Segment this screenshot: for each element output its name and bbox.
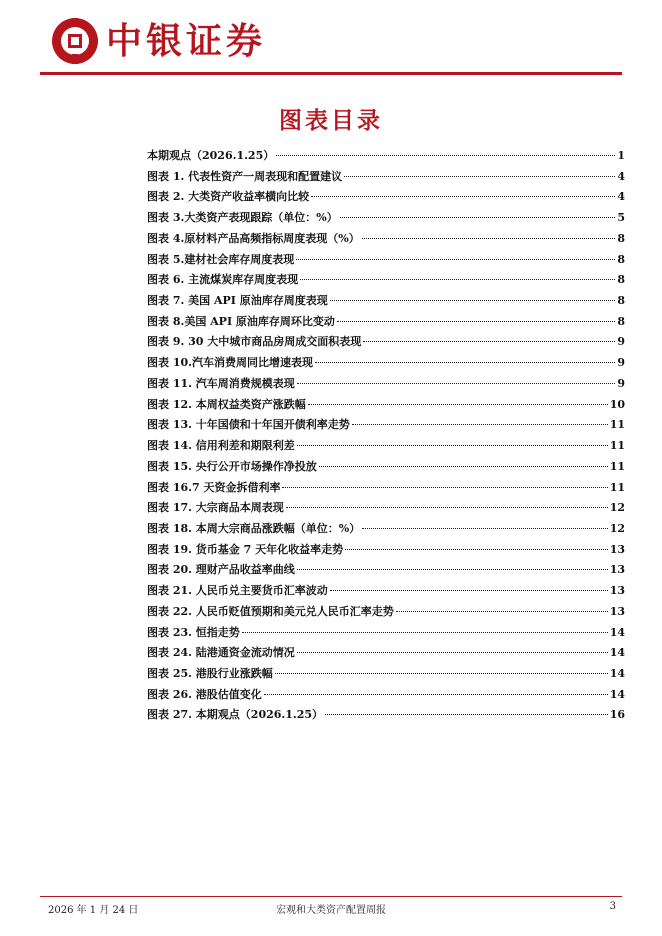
toc-entry-label: 图表 7. 美国 API 原油库存周度表现 <box>147 294 328 308</box>
toc-dot-leader <box>362 527 607 529</box>
toc-entry-label: 图表 26. 港股估值变化 <box>147 687 262 701</box>
toc-entry-label: 本期观点（2026.1.25） <box>147 149 275 162</box>
toc-entry-label: 图表 3.大类资产表现跟踪（单位：%） <box>147 211 338 225</box>
toc-entry[interactable] <box>147 250 625 271</box>
toc-entry[interactable] <box>147 436 625 457</box>
toc-dot-leader <box>396 610 608 612</box>
toc-dot-leader <box>352 423 608 425</box>
toc-entry-page: 8 <box>617 231 625 245</box>
toc-title: 图表目录 <box>279 108 383 134</box>
toc-dot-leader <box>319 465 608 467</box>
toc-entry-page: 13 <box>609 604 625 618</box>
toc-entry[interactable] <box>147 146 625 167</box>
toc-entry[interactable] <box>147 353 625 374</box>
toc-entry-label: 图表 2. 大类资产收益率横向比较 <box>147 190 310 204</box>
toc-dot-leader <box>344 175 615 177</box>
toc-entry[interactable] <box>147 705 625 726</box>
toc-dot-leader <box>276 154 615 156</box>
toc-entry-label: 图表 25. 港股行业涨跌幅 <box>147 666 273 680</box>
toc-dot-leader <box>282 486 607 488</box>
toc-entry-page: 10 <box>609 397 625 411</box>
toc-entry[interactable] <box>147 540 625 561</box>
toc-dot-leader <box>275 672 608 674</box>
toc-entry-label: 图表 21. 人民币兑主要货币汇率波动 <box>147 584 328 598</box>
toc-entry-page: 4 <box>617 190 625 204</box>
toc-dot-leader <box>297 382 616 384</box>
toc-entry-page: 4 <box>617 169 625 183</box>
toc-dot-leader <box>337 320 615 322</box>
toc-dot-leader <box>315 361 615 363</box>
toc-entry[interactable] <box>147 498 625 519</box>
toc-entry-label: 图表 10.汽车消费周同比增速表现 <box>147 356 313 370</box>
toc-dot-leader <box>362 237 616 239</box>
toc-entry[interactable] <box>147 167 625 188</box>
bank-of-china-logo-icon <box>52 18 98 64</box>
toc-entry-page: 11 <box>609 418 625 432</box>
toc-entry-page: 5 <box>617 211 625 225</box>
toc-entry-page: 8 <box>617 314 625 328</box>
toc-entry-label: 图表 13. 十年国债和十年国开债利率走势 <box>147 418 350 432</box>
toc-dot-leader <box>330 589 608 591</box>
footer-date: 2026 年 1 月 24 日 <box>48 905 139 916</box>
toc-entry-page: 13 <box>609 563 625 577</box>
toc-entry-label: 图表 12. 本周权益类资产涨跌幅 <box>147 397 306 411</box>
toc-dot-leader <box>325 713 608 715</box>
toc-entry[interactable] <box>147 623 625 644</box>
brand-name: 中银证券 <box>106 21 267 62</box>
toc-entry-page: 8 <box>617 294 625 308</box>
toc-entry[interactable] <box>147 685 625 706</box>
toc-entry-label: 图表 14. 信用利差和期限利差 <box>147 439 295 453</box>
toc-dot-leader <box>340 216 616 218</box>
toc-dot-leader <box>300 278 615 280</box>
toc-entry-page: 9 <box>617 356 625 370</box>
toc-entry-label: 图表 22. 人民币贬值预期和美元兑人民币汇率走势 <box>147 604 394 618</box>
toc-entry-label: 图表 24. 陆港通资金流动情况 <box>147 646 295 660</box>
toc-entry[interactable] <box>147 602 625 623</box>
toc-dot-leader <box>297 651 608 653</box>
toc-entry-page: 16 <box>609 708 625 722</box>
toc-entry-page: 12 <box>609 501 625 515</box>
footer-page-number: 3 <box>609 901 616 912</box>
toc-dot-leader <box>297 444 608 446</box>
toc-dot-leader <box>297 568 608 570</box>
toc-entry-page: 14 <box>609 646 625 660</box>
toc-dot-leader <box>264 693 608 695</box>
toc-entry-page: 14 <box>609 687 625 701</box>
toc-entry-page: 1 <box>617 149 625 162</box>
toc-dot-leader <box>308 403 608 405</box>
toc-entry[interactable] <box>147 208 625 229</box>
page-header <box>0 0 662 80</box>
toc-entry[interactable] <box>147 229 625 250</box>
toc-entry-label: 图表 23. 恒指走势 <box>147 625 240 639</box>
toc-entry-page: 9 <box>617 376 625 390</box>
toc-entry-page: 11 <box>609 459 625 473</box>
toc-entry[interactable] <box>147 270 625 291</box>
toc-dot-leader <box>311 195 615 197</box>
toc-entry-page: 13 <box>609 542 625 556</box>
toc-entry-label: 图表 16.7 天资金拆借利率 <box>147 480 281 494</box>
toc-dot-leader <box>242 631 608 633</box>
toc-entry-label: 图表 4.原材料产品高频指标周度表现（%） <box>147 231 360 245</box>
toc-entry-label: 图表 20. 理财产品收益率曲线 <box>147 563 295 577</box>
toc-entry[interactable] <box>147 664 625 685</box>
toc-entry[interactable] <box>147 643 625 664</box>
toc-entry[interactable] <box>147 457 625 478</box>
toc-entry-page: 13 <box>609 584 625 598</box>
table-of-contents <box>147 146 625 726</box>
toc-entry-label: 图表 18. 本周大宗商品涨跌幅（单位：%） <box>147 521 361 535</box>
toc-dot-leader <box>345 548 608 550</box>
toc-entry-label: 图表 9. 30 大中城市商品房周成交面积表现 <box>147 335 362 349</box>
toc-entry[interactable] <box>147 395 625 416</box>
toc-entry-label: 图表 11. 汽车周消费规模表现 <box>147 376 295 390</box>
toc-entry-page: 11 <box>609 439 625 453</box>
toc-entry[interactable] <box>147 519 625 540</box>
toc-entry-page: 14 <box>609 666 625 680</box>
toc-dot-leader <box>363 340 615 342</box>
footer-report-name: 宏观和大类资产配置周报 <box>276 905 386 916</box>
toc-entry[interactable] <box>147 332 625 353</box>
toc-entry-page: 12 <box>609 521 625 535</box>
toc-entry-label: 图表 1. 代表性资产一周表现和配置建议 <box>147 169 343 183</box>
toc-entry-page: 8 <box>617 252 625 266</box>
toc-entry-label: 图表 8.美国 API 原油库存周环比变动 <box>147 314 335 328</box>
toc-entry-page: 11 <box>609 480 625 494</box>
toc-entry-page: 9 <box>617 335 625 349</box>
toc-entry[interactable] <box>147 187 625 208</box>
toc-entry-label: 图表 27. 本期观点（2026.1.25） <box>147 708 324 722</box>
toc-entry[interactable] <box>147 581 625 602</box>
toc-entry-page: 8 <box>617 273 625 287</box>
toc-entry[interactable] <box>147 291 625 312</box>
toc-entry-label: 图表 17. 大宗商品本周表现 <box>147 501 284 515</box>
toc-entry-label: 图表 15. 央行公开市场操作净投放 <box>147 459 317 473</box>
toc-entry-label: 图表 5.建材社会库存周度表现 <box>147 252 295 266</box>
toc-dot-leader <box>286 506 608 508</box>
toc-dot-leader <box>296 258 615 260</box>
toc-entry-label: 图表 19. 货币基金 7 天年化收益率走势 <box>147 542 344 556</box>
toc-entry[interactable] <box>147 374 625 395</box>
toc-entry-page: 14 <box>609 625 625 639</box>
toc-entry[interactable] <box>147 478 625 499</box>
toc-dot-leader <box>330 299 616 301</box>
toc-entry-label: 图表 6. 主流煤炭库存周度表现 <box>147 273 299 287</box>
toc-entry[interactable] <box>147 312 625 333</box>
toc-entry[interactable] <box>147 415 625 436</box>
footer-divider <box>40 896 622 897</box>
toc-entry[interactable] <box>147 560 625 581</box>
header-divider <box>40 72 622 75</box>
